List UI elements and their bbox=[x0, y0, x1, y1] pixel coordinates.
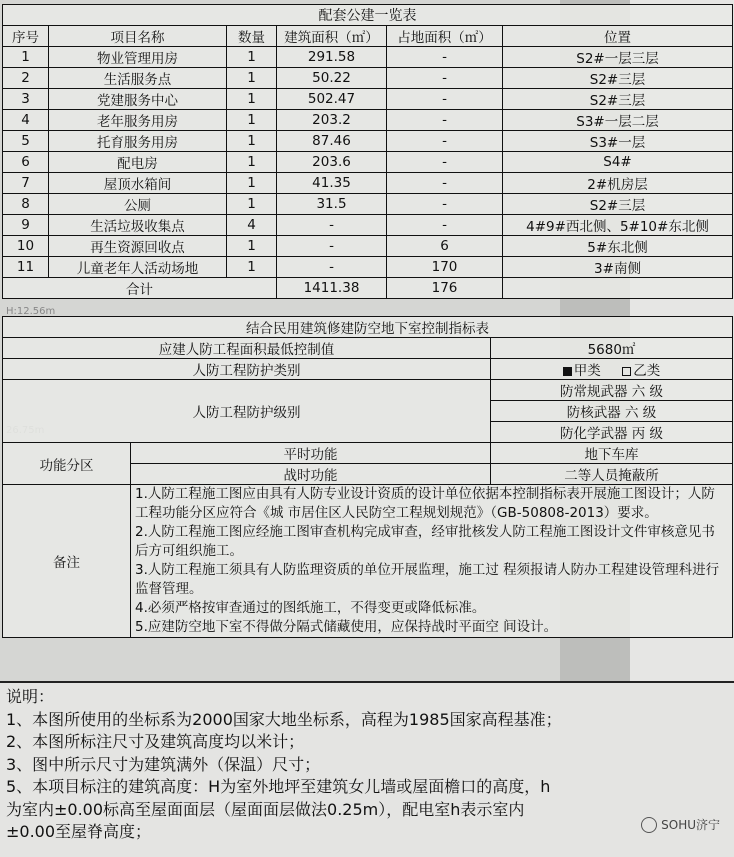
table-cell: S4# bbox=[503, 152, 733, 173]
watermark-text: SOHU济宁 bbox=[661, 818, 720, 832]
table-cell: 4#9#西北侧、5#10#东北侧 bbox=[503, 215, 733, 236]
facility-table-title: 配套公建一览表 bbox=[3, 5, 733, 26]
table-cell: 5#东北侧 bbox=[503, 236, 733, 257]
table-cell: 4 bbox=[3, 110, 49, 131]
table-cell: - bbox=[387, 68, 503, 89]
table-cell: 老年服务用房 bbox=[49, 110, 227, 131]
table-cell: 物业管理用房 bbox=[49, 47, 227, 68]
level-item: 防常规武器 六 级 bbox=[491, 380, 733, 401]
protection-type-label: 人防工程防护类别 bbox=[3, 359, 491, 380]
table-row bbox=[3, 194, 733, 215]
table-cell: 儿童老年人活动场地 bbox=[49, 257, 227, 278]
col-header: 建筑面积（㎡） bbox=[277, 26, 387, 47]
col-header: 项目名称 bbox=[49, 26, 227, 47]
table-cell: 502.47 bbox=[277, 89, 387, 110]
table-cell: 生活垃圾收集点 bbox=[49, 215, 227, 236]
table-row bbox=[3, 47, 733, 68]
table-cell: - bbox=[387, 47, 503, 68]
table-cell: 1 bbox=[227, 152, 277, 173]
table-row bbox=[3, 173, 733, 194]
table-cell: 50.22 bbox=[277, 68, 387, 89]
table-row bbox=[3, 257, 733, 278]
level-item: 防核武器 六 级 bbox=[491, 401, 733, 422]
table-cell: 11 bbox=[3, 257, 49, 278]
war-function-label: 战时功能 bbox=[131, 464, 491, 485]
table-cell: 4 bbox=[227, 215, 277, 236]
notes-section bbox=[0, 681, 734, 857]
table-cell: 1 bbox=[227, 236, 277, 257]
table-header-row bbox=[3, 26, 733, 47]
table-cell: 170 bbox=[387, 257, 503, 278]
table-cell: 1 bbox=[227, 194, 277, 215]
sohu-logo-icon bbox=[641, 817, 657, 833]
table-cell: - bbox=[387, 215, 503, 236]
remark-item: 4.必须严格按审查通过的图纸施工，不得变更或降低标准。 bbox=[135, 600, 486, 616]
total-area: 1411.38 bbox=[277, 278, 387, 299]
note-line: 2、本图所标注尺寸及建筑高度均以米计； bbox=[6, 732, 305, 751]
table-cell: 1 bbox=[227, 89, 277, 110]
level-item: 防化学武器 丙 级 bbox=[491, 422, 733, 443]
table-cell: 配电房 bbox=[49, 152, 227, 173]
table-cell: 1 bbox=[227, 257, 277, 278]
type-b-label: 乙类 bbox=[633, 363, 661, 379]
total-row bbox=[3, 278, 733, 299]
col-header: 数量 bbox=[227, 26, 277, 47]
civil-defense-title: 结合民用建筑修建防空地下室控制指标表 bbox=[3, 317, 733, 338]
remarks-label: 备注 bbox=[3, 485, 131, 638]
table-row bbox=[3, 152, 733, 173]
remark-item: 3.人防工程施工须具有人防监理资质的单位开展监理，施工过 程须报请人防办工程建设管理科进行监督管理。 bbox=[135, 562, 720, 597]
table-cell: 1 bbox=[227, 173, 277, 194]
table-cell: 3#南侧 bbox=[503, 257, 733, 278]
table-cell: - bbox=[387, 194, 503, 215]
table-cell: 生活服务点 bbox=[49, 68, 227, 89]
table-cell: 6 bbox=[3, 152, 49, 173]
table-cell: 3 bbox=[3, 89, 49, 110]
table-cell: 1 bbox=[227, 131, 277, 152]
table-cell: 5 bbox=[3, 131, 49, 152]
table-cell: S2#一层三层 bbox=[503, 47, 733, 68]
peace-function-label: 平时功能 bbox=[131, 443, 491, 464]
table-cell: - bbox=[387, 173, 503, 194]
table-cell: 托育服务用房 bbox=[49, 131, 227, 152]
table-cell: - bbox=[277, 236, 387, 257]
civil-defense-table bbox=[2, 316, 733, 638]
col-header: 序号 bbox=[3, 26, 49, 47]
table-row bbox=[3, 68, 733, 89]
note-line: 1、本图所使用的坐标系为2000国家大地坐标系，高程为1985国家高程基准； bbox=[6, 709, 562, 729]
total-location bbox=[503, 278, 733, 299]
table-cell: 41.35 bbox=[277, 173, 387, 194]
table-cell: 2 bbox=[3, 68, 49, 89]
table-cell: - bbox=[387, 131, 503, 152]
table-cell: 7 bbox=[3, 173, 49, 194]
table-cell: 6 bbox=[387, 236, 503, 257]
note-line: 为室内±0.00标高至屋面面层（屋面面层做法0.25m），配电室h表示室内 bbox=[6, 799, 525, 819]
function-zone-label: 功能分区 bbox=[3, 443, 131, 485]
remark-item: 1.人防工程施工图应由具有人防专业设计资质的设计单位依据本控制指标表开展施工图设计；人防工程功能分区应符合《城 市居住区人民防空工程规划规范》（GB-50808-2013）要求。 bbox=[135, 486, 715, 521]
table-cell: - bbox=[387, 89, 503, 110]
table-cell: 291.58 bbox=[277, 47, 387, 68]
remarks-content bbox=[131, 485, 733, 638]
table-cell: 203.2 bbox=[277, 110, 387, 131]
table-cell: 31.5 bbox=[277, 194, 387, 215]
table-cell: 党建服务中心 bbox=[49, 89, 227, 110]
protection-type-options bbox=[491, 359, 733, 380]
type-a-label: 甲类 bbox=[573, 363, 601, 379]
protection-level-label: 人防工程防护级别 bbox=[3, 380, 491, 443]
checked-box-icon bbox=[563, 367, 572, 376]
note-line: ±0.00至屋脊高度； bbox=[6, 822, 152, 841]
table-cell: S2#三层 bbox=[503, 68, 733, 89]
col-header: 占地面积（㎡） bbox=[387, 26, 503, 47]
notes-title: 说明： bbox=[6, 687, 55, 706]
peace-function-value: 地下车库 bbox=[491, 443, 733, 464]
table-cell: 再生资源回收点 bbox=[49, 236, 227, 257]
watermark bbox=[641, 816, 720, 833]
table-cell: S2#三层 bbox=[503, 194, 733, 215]
table-row bbox=[3, 131, 733, 152]
table-cell: - bbox=[277, 257, 387, 278]
table-cell: 203.6 bbox=[277, 152, 387, 173]
table-cell: 9 bbox=[3, 215, 49, 236]
unchecked-box-icon bbox=[622, 367, 631, 376]
col-header: 位置 bbox=[503, 26, 733, 47]
table-row bbox=[3, 236, 733, 257]
table-cell: 公厕 bbox=[49, 194, 227, 215]
table-cell: S3#一层二层 bbox=[503, 110, 733, 131]
table-row bbox=[3, 89, 733, 110]
table-cell: 屋顶水箱间 bbox=[49, 173, 227, 194]
map-label: H:12.56m bbox=[6, 306, 56, 317]
table-cell: 10 bbox=[3, 236, 49, 257]
table-cell: - bbox=[387, 110, 503, 131]
facility-table bbox=[2, 4, 733, 299]
total-land: 176 bbox=[387, 278, 503, 299]
table-cell: 1 bbox=[3, 47, 49, 68]
table-cell: 1 bbox=[227, 47, 277, 68]
table-row bbox=[3, 110, 733, 131]
table-cell: S3#一层 bbox=[503, 131, 733, 152]
table-cell: 2#机房层 bbox=[503, 173, 733, 194]
table-cell: S2#三层 bbox=[503, 89, 733, 110]
total-label: 合计 bbox=[3, 278, 277, 299]
min-area-label: 应建人防工程面积最低控制值 bbox=[3, 338, 491, 359]
remark-item: 2.人防工程施工图应经施工图审查机构完成审查，经审批核发人防工程施工图设计文件审核意见书后方可组织施工。 bbox=[135, 524, 715, 559]
note-line: 5、本项目标注的建筑高度：H为室外地坪至建筑女儿墙或屋面檐口的高度，h bbox=[6, 777, 551, 796]
table-cell: - bbox=[387, 152, 503, 173]
note-line: 3、图中所示尺寸为建筑满外（保温）尺寸； bbox=[6, 754, 321, 774]
table-cell: 1 bbox=[227, 110, 277, 131]
table-cell: 87.46 bbox=[277, 131, 387, 152]
min-area-value: 5680㎡ bbox=[491, 338, 733, 359]
table-row bbox=[3, 215, 733, 236]
table-cell: - bbox=[277, 215, 387, 236]
table-cell: 1 bbox=[227, 68, 277, 89]
table-cell: 8 bbox=[3, 194, 49, 215]
remark-item: 5.应建防空地下室不得做分隔式储藏使用，应保持战时平面空 间设计。 bbox=[135, 619, 558, 635]
war-function-value: 二等人员掩蔽所 bbox=[491, 464, 733, 485]
